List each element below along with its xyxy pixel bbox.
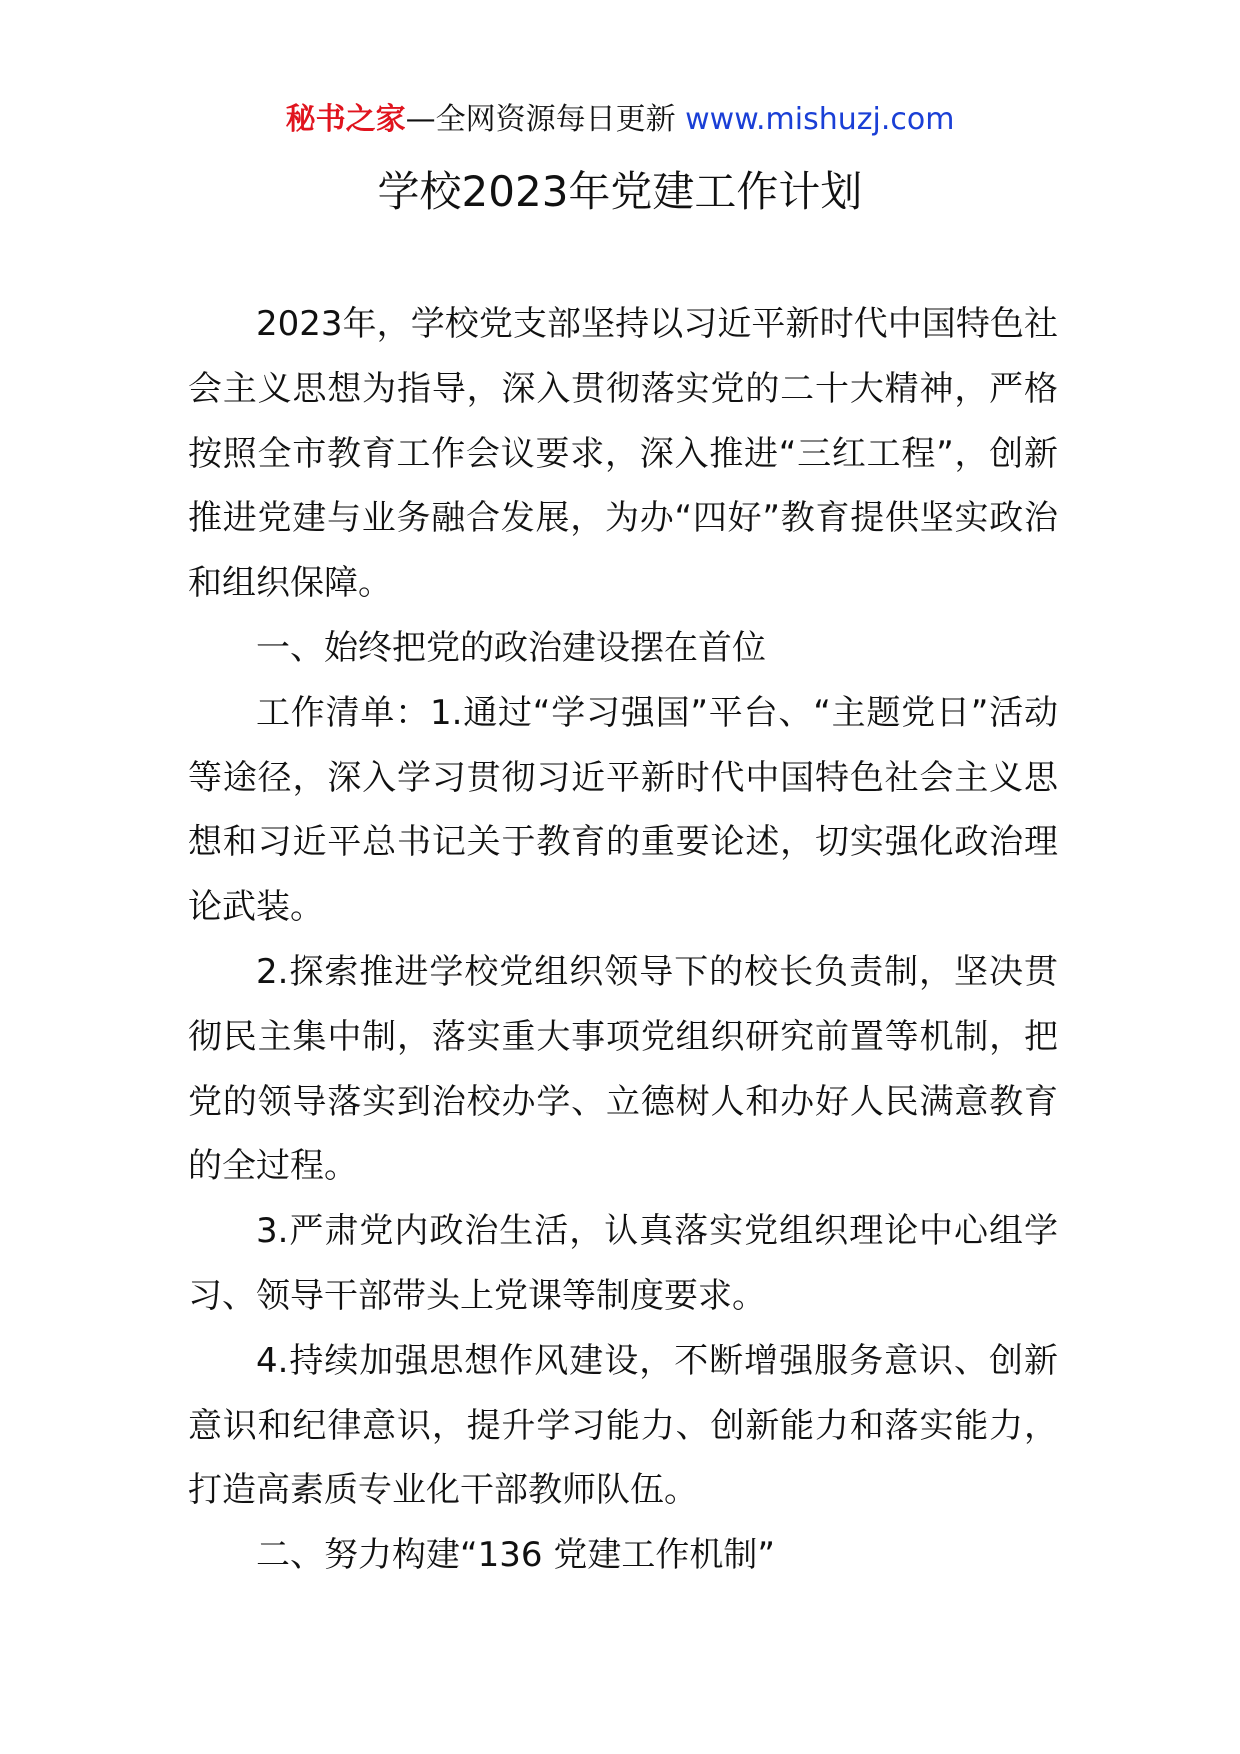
document-title: 学校2023年党建工作计划 [377,167,863,216]
section-heading-2: 二、努力构建“136 党建工作机制” [256,1535,775,1576]
document-body [188,292,1058,1588]
site-header [0,100,1240,140]
site-url-link[interactable]: www.mishuzj.com [685,102,955,137]
header-slogan: —全网资源每日更新 [405,102,676,137]
paragraph-intro: 2023年，学校党支部坚持以习近平新时代中国特色社会主义思想为指导，深入贯彻落实党的二十大精神，严格按照全市教育工作会议要求，深入推进“三红工程”，创新推进党建与业务融合发展，为办“四好”教育提供坚实政治和组织保障。 [188,304,1058,604]
paragraph-item-2: 2.探索推进学校党组织领导下的校长负责制，坚决贯彻民主集中制，落实重大事项党组织研究前置等机制，把党的领导落实到治校办学、立德树人和办好人民满意教育的全过程。 [188,951,1058,1187]
brand-name: 秘书之家 [285,102,406,137]
paragraph-item-1: 工作清单：1.通过“学习强国”平台、“主题党日”活动等途径，深入学习贯彻习近平新时代中国特色社会主义思想和习近平总书记关于教育的重要论述，切实强化政治理论武装。 [188,692,1058,928]
paragraph-item-4: 4.持续加强思想作风建设，不断增强服务意识、创新意识和纪律意识，提升学习能力、创新能力和落实能力，打造高素质专业化干部教师队伍。 [188,1340,1058,1511]
section-heading-1: 一、始终把党的政治建设摆在首位 [256,627,766,668]
paragraph-item-3: 3.严肃党内政治生活，认真落实党组织理论中心组学习、领导干部带头上党课等制度要求。 [188,1211,1058,1316]
